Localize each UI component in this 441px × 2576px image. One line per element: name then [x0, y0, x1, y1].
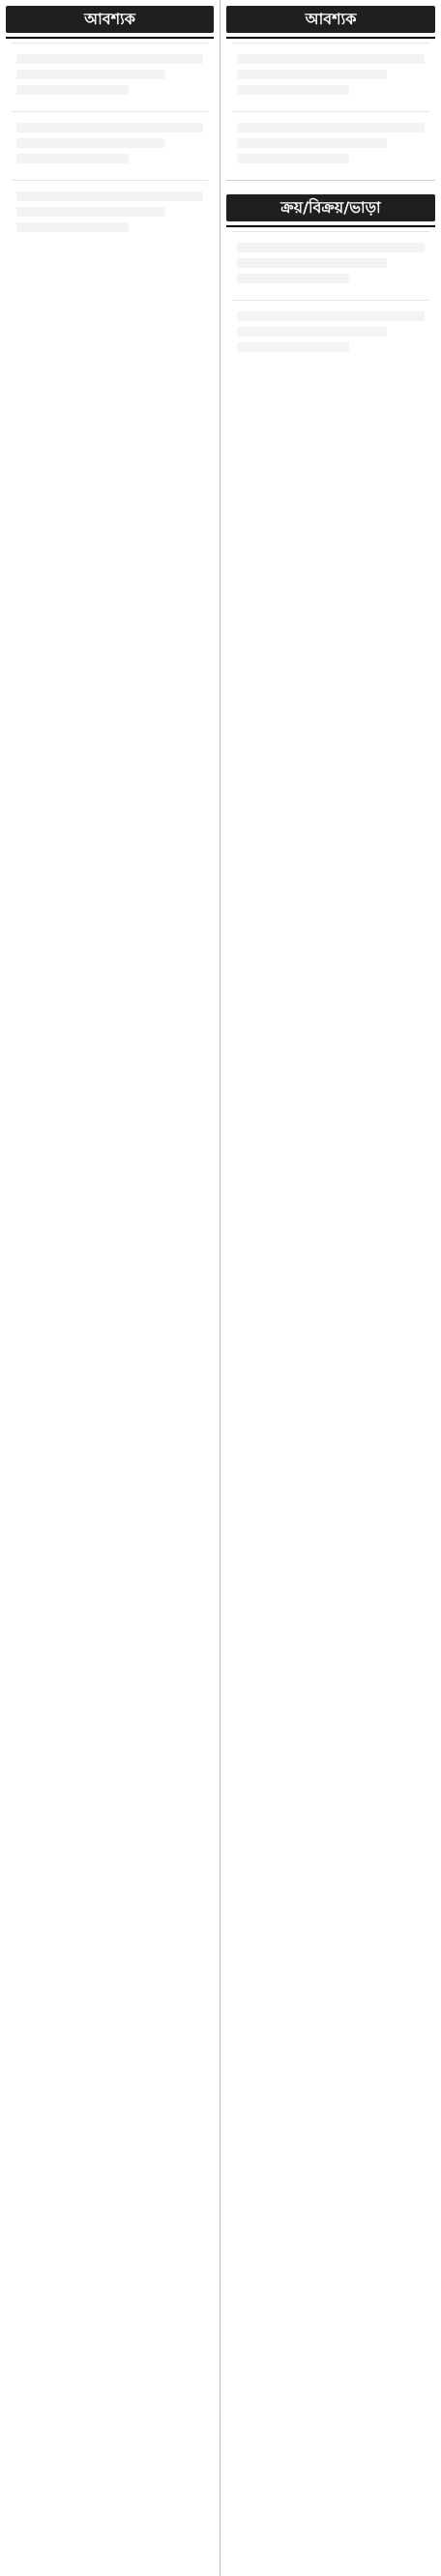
right-bottom-ads-container	[226, 225, 435, 363]
right-top-ads-container	[226, 37, 435, 174]
section-divider	[226, 180, 435, 181]
ad-placeholder	[232, 300, 429, 363]
right-column	[220, 0, 441, 2576]
left-ads-container	[6, 37, 214, 243]
ad-placeholder	[232, 43, 429, 105]
ad-placeholder	[12, 180, 208, 243]
ad-placeholder	[232, 231, 429, 294]
ad-placeholder	[12, 43, 208, 105]
ad-placeholder	[232, 111, 429, 174]
left-column	[0, 0, 220, 2576]
left-column-heading: আবশ্যক	[6, 6, 214, 33]
right-bottom-heading: ক্রয়/বিক্রয়/ভাড়া	[226, 194, 435, 221]
right-top-heading: আবশ্যক	[226, 6, 435, 33]
ad-placeholder	[12, 111, 208, 174]
